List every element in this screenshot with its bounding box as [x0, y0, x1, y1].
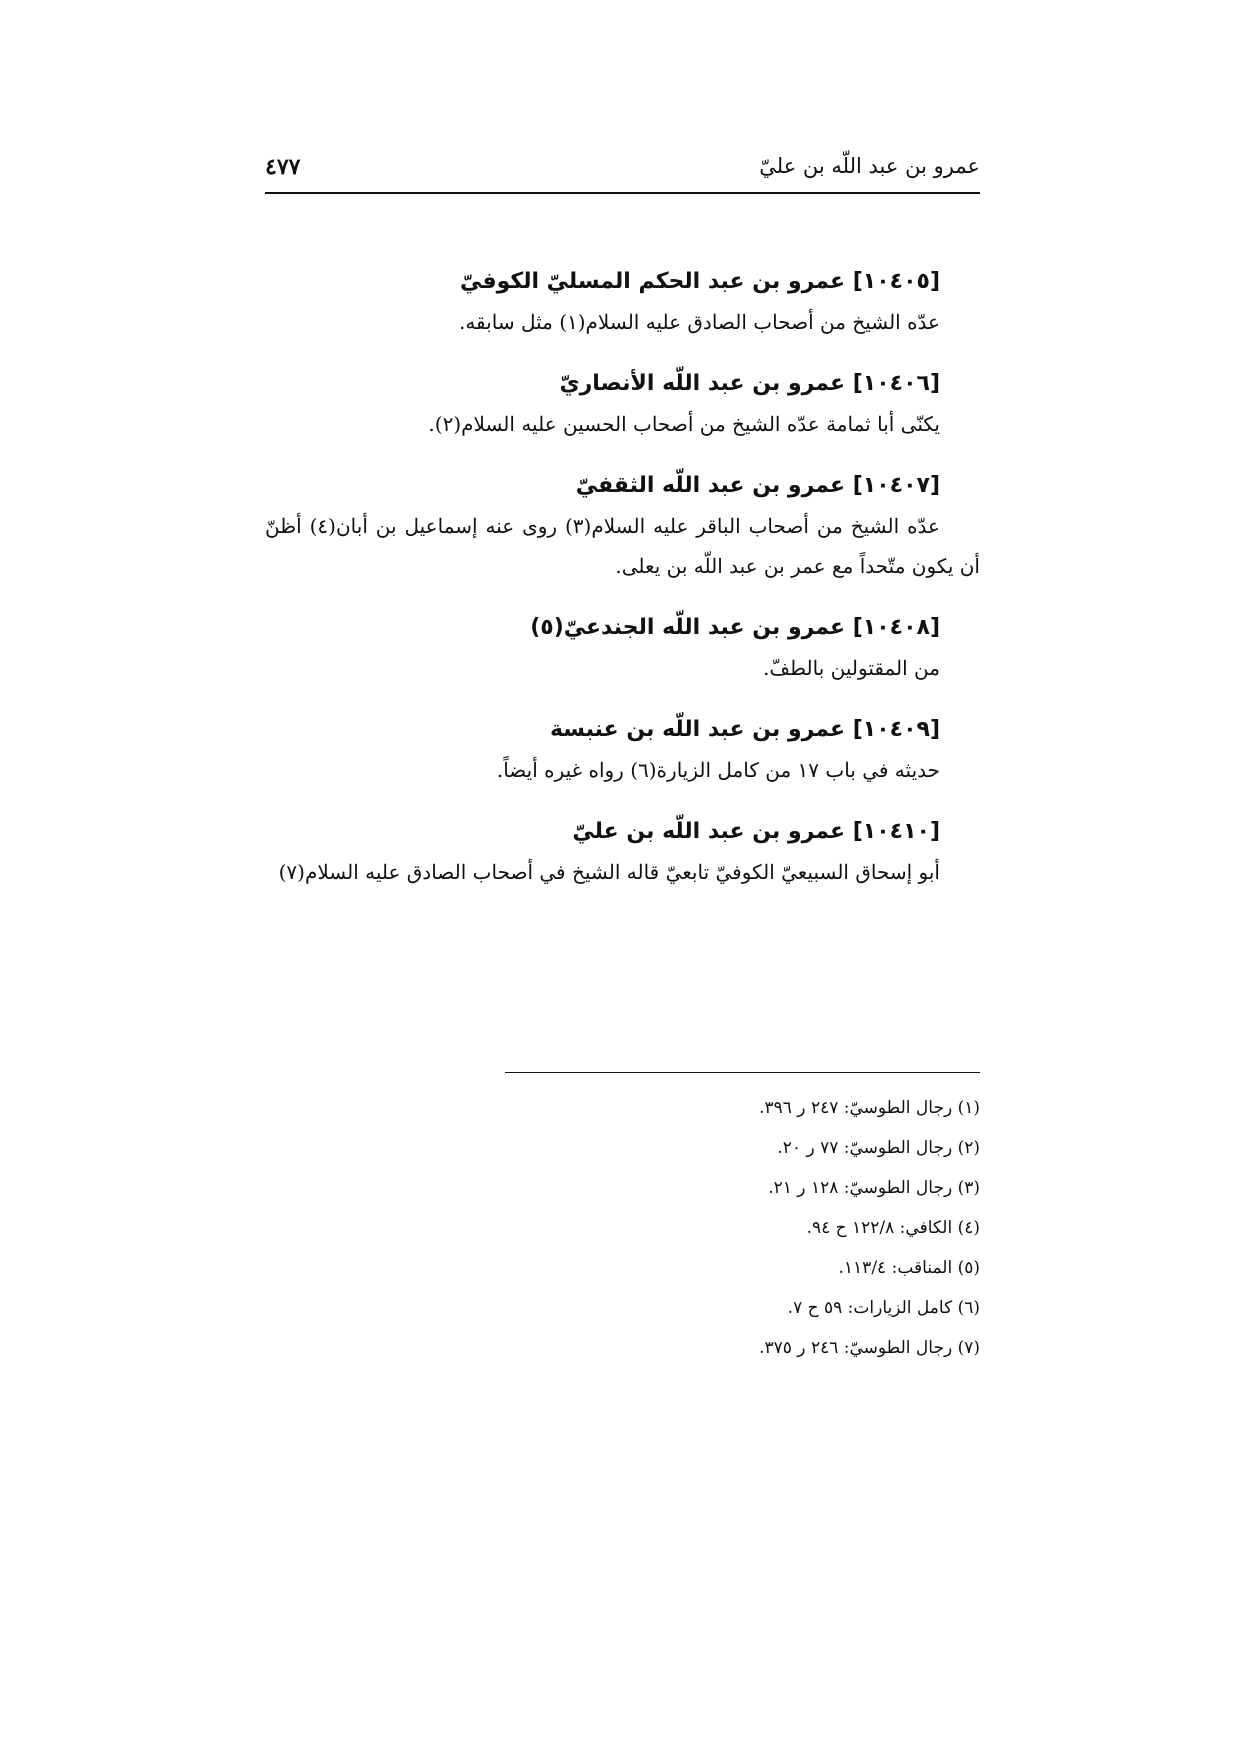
- footnotes: [265, 1088, 980, 1368]
- entry-heading: [١٠٤١٠] عمرو بن عبد اللّه بن عليّ: [572, 819, 940, 844]
- footnote-separator: [505, 1072, 980, 1073]
- running-header-title: عمرو بن عبد اللّه بن عليّ: [759, 154, 980, 178]
- entry-heading: [١٠٤٠٥] عمرو بن عبد الحكم المسليّ الكوفيّ: [459, 269, 940, 294]
- entry-text: عدّه الشيخ من أصحاب الباقر عليه السلام(٣) روى عنه إسماعيل بن أبان(٤) أظنّ أن يكون متّحداً مع عمر بن عبد اللّه بن يعلى.: [265, 514, 980, 578]
- book-page: [265, 0, 980, 1754]
- entry-text: عدّه الشيخ من أصحاب الصادق عليه السلام(١) مثل سابقه.: [458, 310, 940, 334]
- entry-heading: [١٠٤٠٦] عمرو بن عبد اللّه الأنصاريّ: [559, 371, 940, 396]
- entry-text: حديثه في باب ١٧ من كامل الزيارة(٦) رواه غيره أيضاً.: [496, 758, 940, 782]
- page-body: [265, 262, 980, 914]
- page-number: ٤٧٧: [265, 154, 301, 180]
- running-header: [265, 150, 980, 194]
- footnote: (٢) رجال الطوسيّ: ٧٧ ر ٢٠.: [777, 1138, 980, 1158]
- biography-entry: [265, 710, 980, 790]
- entry-text: أبو إسحاق السبيعيّ الكوفيّ تابعيّ قاله الشيخ في أصحاب الصادق عليه السلام(٧): [278, 860, 940, 884]
- footnote: (٧) رجال الطوسيّ: ٢٤٦ ر ٣٧٥.: [759, 1338, 980, 1358]
- footnote: (٥) المناقب: ١١٣/٤.: [838, 1258, 980, 1278]
- biography-entry: [265, 812, 980, 892]
- footnote: (١) رجال الطوسيّ: ٢٤٧ ر ٣٩٦.: [759, 1098, 980, 1118]
- footnote: (٤) الكافي: ١٢٢/٨ ح ٩٤.: [806, 1218, 980, 1238]
- entry-heading: [١٠٤٠٨] عمرو بن عبد اللّه الجندعيّ(٥): [530, 615, 940, 640]
- footnote: (٦) كامل الزيارات: ٥٩ ح ٧.: [787, 1298, 980, 1318]
- entry-text: يكنّى أبا ثمامة عدّه الشيخ من أصحاب الحسين عليه السلام(٢).: [428, 412, 940, 436]
- biography-entry: [265, 262, 980, 342]
- entry-heading: [١٠٤٠٧] عمرو بن عبد اللّه الثقفيّ: [575, 473, 940, 498]
- entry-text: من المقتولين بالطفّ.: [763, 656, 940, 680]
- biography-entry: [265, 608, 980, 688]
- entry-heading: [١٠٤٠٩] عمرو بن عبد اللّه بن عنبسة: [549, 717, 940, 742]
- biography-entry: [265, 364, 980, 444]
- biography-entry: [265, 466, 980, 586]
- footnote: (٣) رجال الطوسيّ: ١٢٨ ر ٢١.: [768, 1178, 980, 1198]
